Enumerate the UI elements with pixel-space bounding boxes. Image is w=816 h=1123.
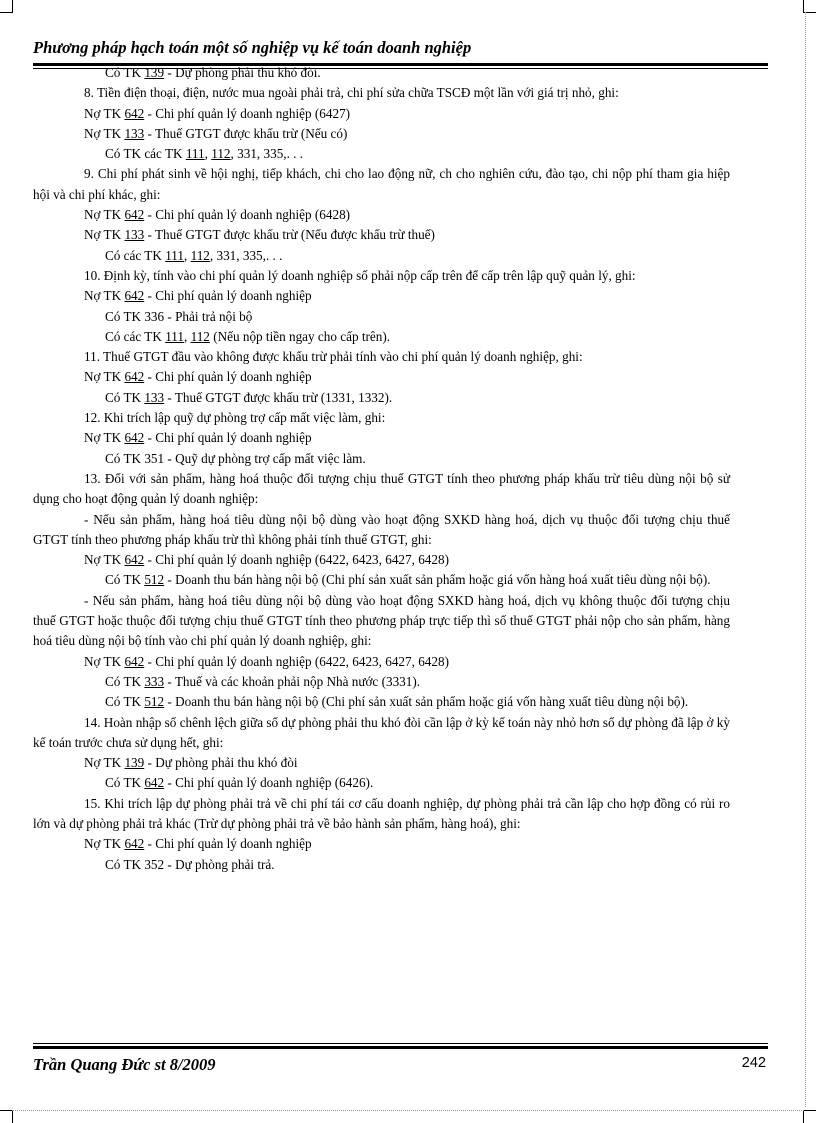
body-line: Nợ TK 139 - Dự phòng phải thu khó đòi: [84, 755, 298, 771]
body-line: Có TK 351 - Quỹ dự phòng trợ cấp mất việc làm.: [105, 450, 366, 466]
item-9: 9. Chi phí phát sinh về hội nghị, tiếp khách, chi cho lao động nữ, ch cho nghiên cứu, đào tạo, chi nộp phí tham gia hiệp hội và chi phí khác, ghi:: [33, 166, 730, 202]
item-8: 8. Tiền điện thoại, điện, nước mua ngoài phải trả, chi phí sửa chữa TSCĐ một lần với giá trị nhỏ, ghi:: [84, 85, 619, 101]
item-14: 14. Hoàn nhập số chênh lệch giữa số dự phòng phải thu khó đòi cần lập ở kỳ kế toán này nhỏ hơn số dự phòng đã lập ở kỳ kế toán trước chưa sử dụng hết, ghi:: [33, 714, 730, 750]
item-13-case-b: - Nếu sản phẩm, hàng hoá tiêu dùng nội bộ dùng vào hoạt động SXKD hàng hoá, dịch vụ không thuộc đối tượng chịu thuế GTGT hoặc thuộc đối tượng chịu thuế GTGT tính theo phương pháp trực tiếp thì số thuế GTGT phải nộp cho sản phẩm, hàng hoá tiêu dùng nội bộ tính vào chi phí quản lý doanh nghiệp, ghi:: [33, 592, 730, 649]
crop-mark-bottom-left: [0, 1110, 13, 1123]
body-line: Có TK 133 - Thuế GTGT được khấu trừ (1331, 1332).: [105, 389, 393, 405]
page-number: 242: [741, 1055, 766, 1071]
page-edge-right: [805, 12, 806, 1107]
body-line: Nợ TK 642 - Chi phí quản lý doanh nghiệp: [84, 369, 312, 385]
body-line: Nợ TK 642 - Chi phí quản lý doanh nghiệp (6427): [84, 105, 351, 121]
item-11: 11. Thuế GTGT đầu vào không được khấu trừ phải tính vào chi phí quản lý doanh nghiệp, ghi:: [84, 349, 583, 365]
body-line: Có TK 139 - Dự phòng phải thu khó đòi.: [105, 65, 321, 80]
footer-rule-thick: [33, 1046, 768, 1049]
body-line: Có TK các TK 111, 112, 331, 335,. . .: [105, 146, 304, 162]
body-line: Nợ TK 642 - Chi phí quản lý doanh nghiệp (6422, 6423, 6427, 6428): [84, 653, 449, 669]
body-line: Có TK 333 - Thuế và các khoản phải nộp Nhà nước (3331).: [105, 673, 421, 689]
page-header-title: Phương pháp hạch toán một số nghiệp vụ kế toán doanh nghiệp: [33, 38, 472, 57]
page-edge-bottom: [12, 1110, 804, 1111]
item-10: 10. Định kỳ, tính vào chi phí quản lý doanh nghiệp số phải nộp cấp trên để cấp trên lập quỹ quản lý, ghi:: [84, 267, 636, 283]
body-line: Có các TK 111, 112, 331, 335,. . .: [105, 247, 283, 263]
document-body: [33, 63, 730, 875]
body-line: Có TK 512 - Doanh thu bán hàng nội bộ (Chi phí sản xuất sản phẩm hoặc giá vốn hàng xuất tiêu dùng nội bộ).: [105, 694, 689, 710]
footer-author: Trần Quang Đức st 8/2009: [33, 1055, 216, 1074]
body-line: Có TK 352 - Dự phòng phải trả.: [105, 856, 275, 872]
page-footer: [33, 1043, 768, 1075]
item-15: 15. Khi trích lập dự phòng phải trả về chi phí tái cơ cấu doanh nghiệp, dự phòng phải trả cần lập cho hợp đồng có rủi ro lớn và dự phòng phải trả khác (Trừ dự phòng phải trả về bảo hành sản phẩm, hàng hoá), ghi:: [33, 795, 730, 831]
body-line: Có TK 336 - Phải trả nội bộ: [105, 308, 253, 324]
body-line: Có TK 642 - Chi phí quản lý doanh nghiệp (6426).: [105, 775, 374, 791]
body-line: Nợ TK 642 - Chi phí quản lý doanh nghiệp (6422, 6423, 6427, 6428): [84, 552, 449, 568]
body-line: Nợ TK 133 - Thuế GTGT được khấu trừ (Nếu có): [84, 125, 348, 141]
crop-mark-top-left: [0, 0, 13, 13]
item-12: 12. Khi trích lập quỹ dự phòng trợ cấp mất việc làm, ghi:: [84, 410, 386, 426]
footer-rule-thin: [33, 1043, 768, 1044]
body-line: Nợ TK 642 - Chi phí quản lý doanh nghiệp: [84, 288, 312, 304]
crop-mark-bottom-right: [803, 1110, 816, 1123]
item-13: 13. Đối với sản phẩm, hàng hoá thuộc đối tượng chịu thuế GTGT tính theo phương pháp khấu trừ tiêu dùng nội bộ sử dụng cho hoạt động quản lý doanh nghiệp:: [33, 470, 730, 507]
body-line: Nợ TK 642 - Chi phí quản lý doanh nghiệp: [84, 430, 312, 446]
body-line: Nợ TK 133 - Thuế GTGT được khấu trừ (Nếu được khấu trừ thuế): [84, 227, 435, 243]
body-line: Có các TK 111, 112 (Nếu nộp tiền ngay cho cấp trên).: [105, 328, 391, 344]
body-line: Nợ TK 642 - Chi phí quản lý doanh nghiệp: [84, 836, 312, 852]
body-line: Có TK 512 - Doanh thu bán hàng nội bộ (Chi phí sản xuất sản phẩm hoặc giá vốn hàng hoá xuất tiêu dùng nội bộ).: [105, 572, 711, 588]
item-13-case-a: - Nếu sản phẩm, hàng hoá tiêu dùng nội bộ dùng vào hoạt động SXKD hàng hoá, dịch vụ thuộc đối tượng chịu thuế GTGT tính theo phương pháp khấu trừ thì không phải tính thuế GTGT, ghi:: [33, 511, 730, 547]
body-line: Nợ TK 642 - Chi phí quản lý doanh nghiệp (6428): [84, 207, 351, 223]
